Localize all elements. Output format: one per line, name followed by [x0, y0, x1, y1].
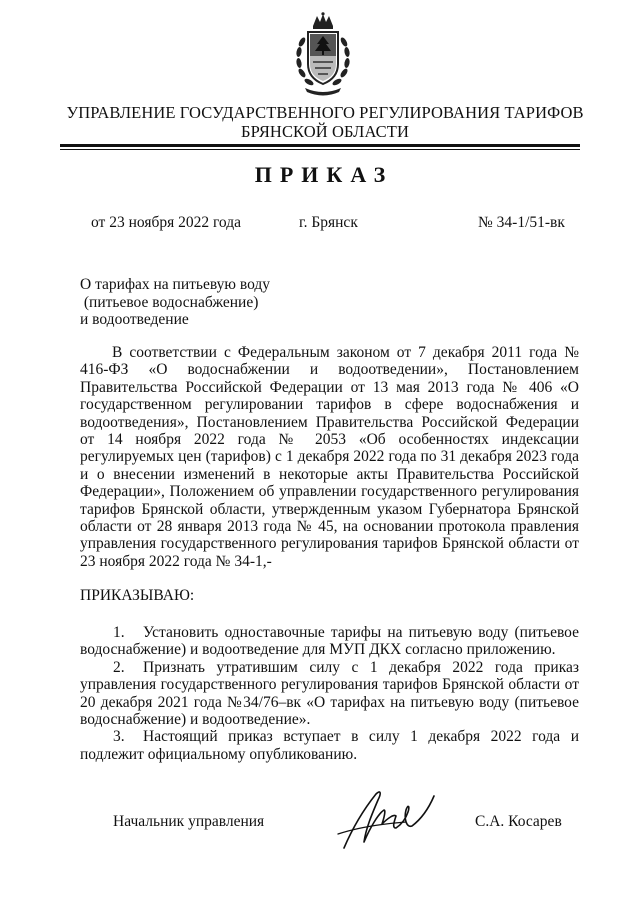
item-number: 1. — [113, 624, 125, 641]
order-items — [80, 624, 579, 763]
order-word: ПРИКАЗЫВАЮ: — [80, 587, 195, 604]
signer-name: С.А. Косарев — [475, 813, 562, 830]
coat-of-arms-icon — [291, 12, 355, 96]
order-item — [80, 728, 579, 763]
order-item — [80, 659, 579, 729]
document-number: № 34-1/51-вк — [478, 214, 565, 231]
item-text: Настоящий приказ вступает в силу 1 декабря 2022 года и подлежит официальному опубликованию. — [80, 728, 579, 763]
item-number: 3. — [113, 728, 125, 746]
organization-region: БРЯНСКОЙ ОБЛАСТИ — [241, 122, 409, 141]
document-subject — [80, 276, 270, 329]
preamble-paragraph: В соответствии с Федеральным законом от 7 декабря 2011 года № 416-ФЗ «О водоснабжении и водоотведении», Постановлением Правительства Российской Федерации от 13 мая 2013 года № 406 «О государственном регулировании тарифов в сфере водоснабжения и водоотведения», Постановлением Правительства Российской Федерации от 14 ноября 2022 года № 2053 «Об особенностях индексации регулируемых цен (тарифов) с 1 декабря 2022 года по 31 декабря 2023 года и о внесении изменений в некоторые акты Правительства Российской Федерации», Положением об управлении государственного регулирования тарифов Брянской области, утвержденным указом Губернатора Брянской области от 28 января 2013 года № 45, на основании протокола правления управления государственного регулирования тарифов Брянской области от 23 ноября 2022 года № 34-1,- — [80, 344, 579, 570]
item-text: Признать утратившим силу с 1 декабря 2022 года приказ управления государственного регулирования тарифов Брянской области от 20 декабря 2021 года №34/76–вк «О тарифах на питьевую воду (питьевое водоснабжение) и водоотведение». — [80, 658, 579, 729]
subject-line: О тарифах на питьевую воду — [80, 276, 271, 293]
subject-line: (питьевое водоснабжение) — [80, 293, 259, 311]
item-number: 2. — [113, 658, 125, 676]
document-title: ПРИКАЗ — [254, 162, 394, 187]
document-city: г. Брянск — [299, 214, 358, 231]
order-item — [80, 624, 579, 659]
handwritten-signature — [336, 784, 440, 854]
header-divider-thin — [60, 149, 580, 150]
item-text: Установить одноставочные тарифы на питьевую воду (питьевое водоснабжение) и водоотведение для МУП ДКХ согласно приложению. — [80, 624, 579, 659]
document-date: от 23 ноября 2022 года — [91, 214, 242, 231]
signer-position: Начальник управления — [113, 813, 265, 830]
organization-name: УПРАВЛЕНИЕ ГОСУДАРСТВЕННОГО РЕГУЛИРОВАНИЯ ТАРИФОВ — [66, 103, 584, 122]
subject-line: и водоотведение — [80, 311, 189, 328]
header-divider-thick — [60, 144, 580, 147]
